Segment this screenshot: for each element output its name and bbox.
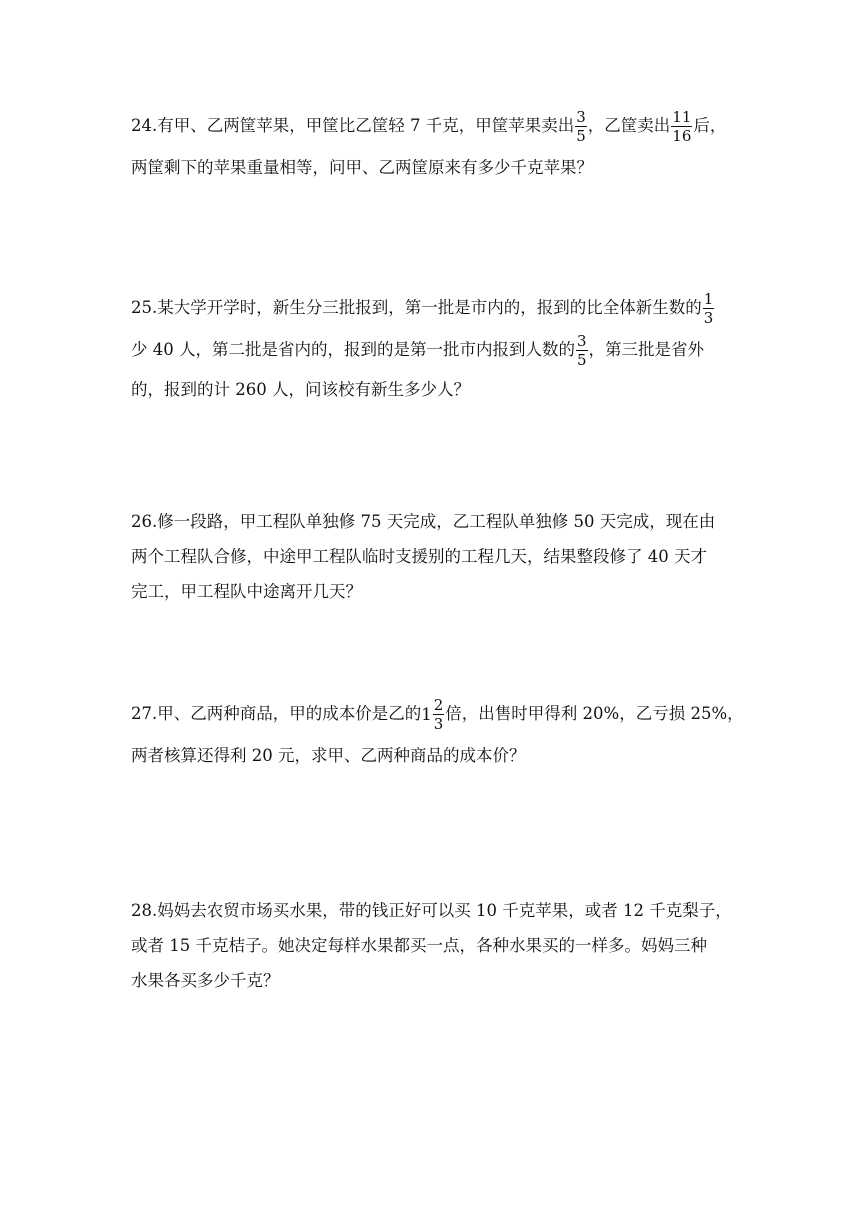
problem-line xyxy=(131,291,731,325)
fraction-denominator: 3 xyxy=(433,715,444,733)
fraction-numerator: 11 xyxy=(672,108,692,126)
problem-text: 24.有甲、乙两筐苹果，甲筐比乙筐轻 7 千克，甲筐苹果卖出 xyxy=(131,116,575,135)
problem-line: 水果各买多少千克？ xyxy=(131,971,280,990)
problem-line: 两者核算还得利 20 元，求甲、乙两种商品的成本价？ xyxy=(131,746,526,765)
fraction-numerator: 3 xyxy=(576,108,586,126)
fraction xyxy=(703,291,715,326)
problem-text: 少 40 人，第二批是省内的，报到的是第一批市内报到人数的 xyxy=(131,340,575,359)
problem-28 xyxy=(131,894,731,998)
fraction-denominator: 3 xyxy=(703,309,714,327)
fraction-numerator: 3 xyxy=(577,332,587,350)
fraction-numerator: 2 xyxy=(433,696,444,714)
fraction xyxy=(575,109,587,144)
fraction xyxy=(433,697,445,732)
problem-line: 两筐剩下的苹果重量相等，问甲、乙两筐原来有多少千克苹果？ xyxy=(131,158,593,177)
fraction-denominator: 16 xyxy=(672,127,692,145)
problem-24 xyxy=(131,109,731,185)
problem-text: 27.甲、乙两种商品，甲的成本价是乙的 xyxy=(131,704,422,723)
problem-line xyxy=(131,333,731,367)
fraction-denominator: 5 xyxy=(577,351,587,369)
problem-text: 后， xyxy=(693,116,727,135)
problem-line xyxy=(131,696,744,733)
problem-26 xyxy=(131,505,731,609)
problem-line: 两个工程队合修，中途甲工程队临时支援别的工程几天，结果整段修了 40 天才 xyxy=(131,547,707,566)
problem-line: 或者 15 千克桔子。她决定每样水果都买一点，各种水果买的一样多。妈妈三种 xyxy=(131,936,707,955)
problem-line: 完工，甲工程队中途离开几天？ xyxy=(131,582,362,601)
mixed-number-whole: 1 xyxy=(421,704,432,724)
problem-line: 的，报到的计 260 人，问该校有新生多少人？ xyxy=(131,380,470,399)
problem-25 xyxy=(131,291,731,407)
fraction-denominator: 5 xyxy=(576,127,586,145)
problem-text: ，乙筐卖出 xyxy=(587,116,671,135)
fraction xyxy=(671,109,692,144)
problem-line xyxy=(131,109,731,143)
problem-text: 倍，出售时甲得利 20%，乙亏损 25%， xyxy=(445,704,744,723)
problem-line: 26.修一段路，甲工程队单独修 75 天完成，乙工程队单独修 50 天完成，现在由 xyxy=(131,512,716,531)
problem-27 xyxy=(131,696,744,773)
problem-text: ，第三批是省外 xyxy=(588,340,705,359)
problem-text: 25.某大学开学时，新生分三批报到，第一批是市内的，报到的比全体新生数的 xyxy=(131,298,702,317)
fraction xyxy=(576,333,588,368)
problem-line: 28.妈妈去农贸市场买水果，带的钱正好可以买 10 千克苹果，或者 12 千克梨子， xyxy=(131,901,732,920)
fraction-numerator: 1 xyxy=(703,290,714,308)
